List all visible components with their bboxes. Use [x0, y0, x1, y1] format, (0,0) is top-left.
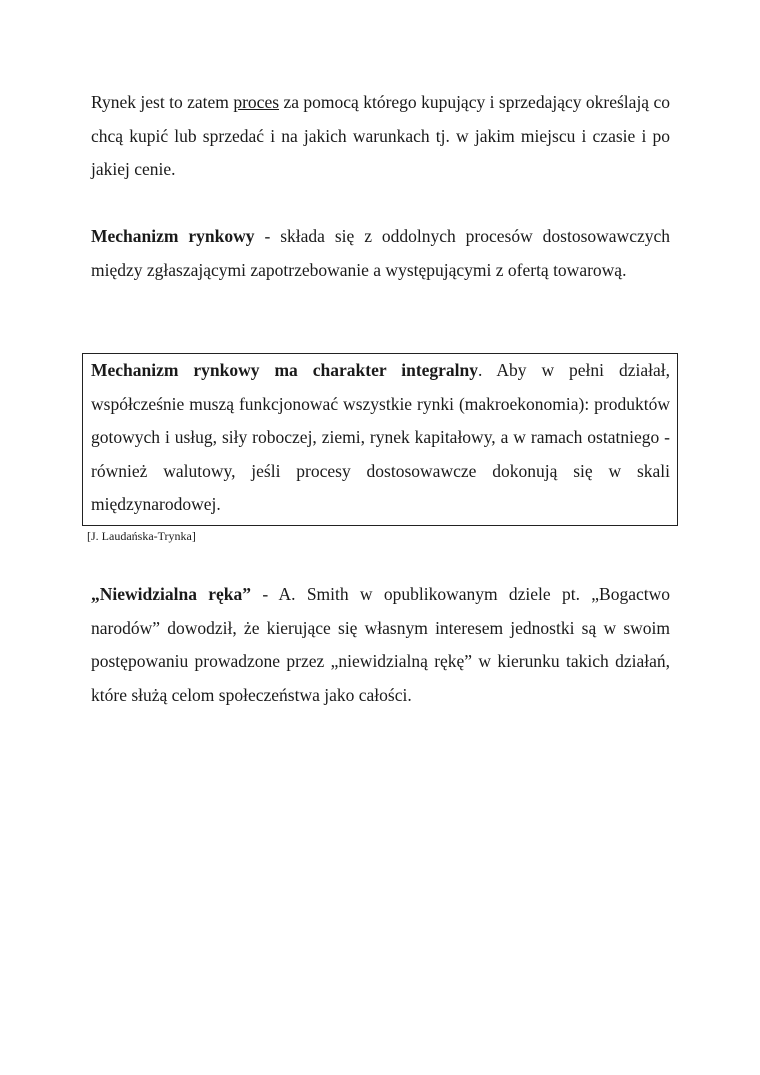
boxed-quote-text	[91, 354, 670, 522]
paragraph-text: za pomocą którego kupujący i sprzedający określają co chcą kupić lub sprzedać i na jakich warunkach tj. w jakim miejscu i czasie i po jakiej cenie.	[91, 92, 670, 179]
paragraph-text: . Aby w pełni działał, współcześnie muszą funkcjonować wszystkie rynki (makroekonomia): produktów gotowych i usług, siły roboczej, ziemi, rynek kapitałowy, a w ramach ostatniego - również walutowy, jeśli procesy dostosowawcze dokonują się w skali międzynarodowej.	[91, 360, 670, 514]
bold-term-niewidzialna-reka: „Niewidzialna ręka”	[91, 584, 252, 604]
paragraph-market-definition	[91, 86, 670, 187]
underlined-term-proces: proces	[233, 92, 280, 112]
bold-term-integralny: Mechanizm rynkowy ma charakter integralny	[91, 360, 479, 380]
paragraph-market-mechanism	[91, 220, 670, 287]
paragraph-invisible-hand	[91, 578, 670, 712]
paragraph-text: - składa się z oddolnych procesów dostosowawczych między zgłaszającymi zapotrzebowanie a występującymi z ofertą towarową.	[91, 226, 670, 280]
boxed-quote	[82, 353, 678, 526]
paragraph-text: Rynek jest to zatem	[91, 92, 234, 112]
bold-term-mechanizm-rynkowy: Mechanizm rynkowy	[91, 226, 255, 246]
quote-source: [J. Laudańska-Trynka]	[87, 529, 196, 543]
paragraph-text: - A. Smith w opublikowanym dziele pt. „Bogactwo narodów” dowodził, że kierujące się własnym interesem jednostki są w swoim postępowaniu prowadzone przez „niewidzialną rękę” w kierunku takich działań, które służą celom społeczeństwa jako całości.	[91, 584, 670, 705]
